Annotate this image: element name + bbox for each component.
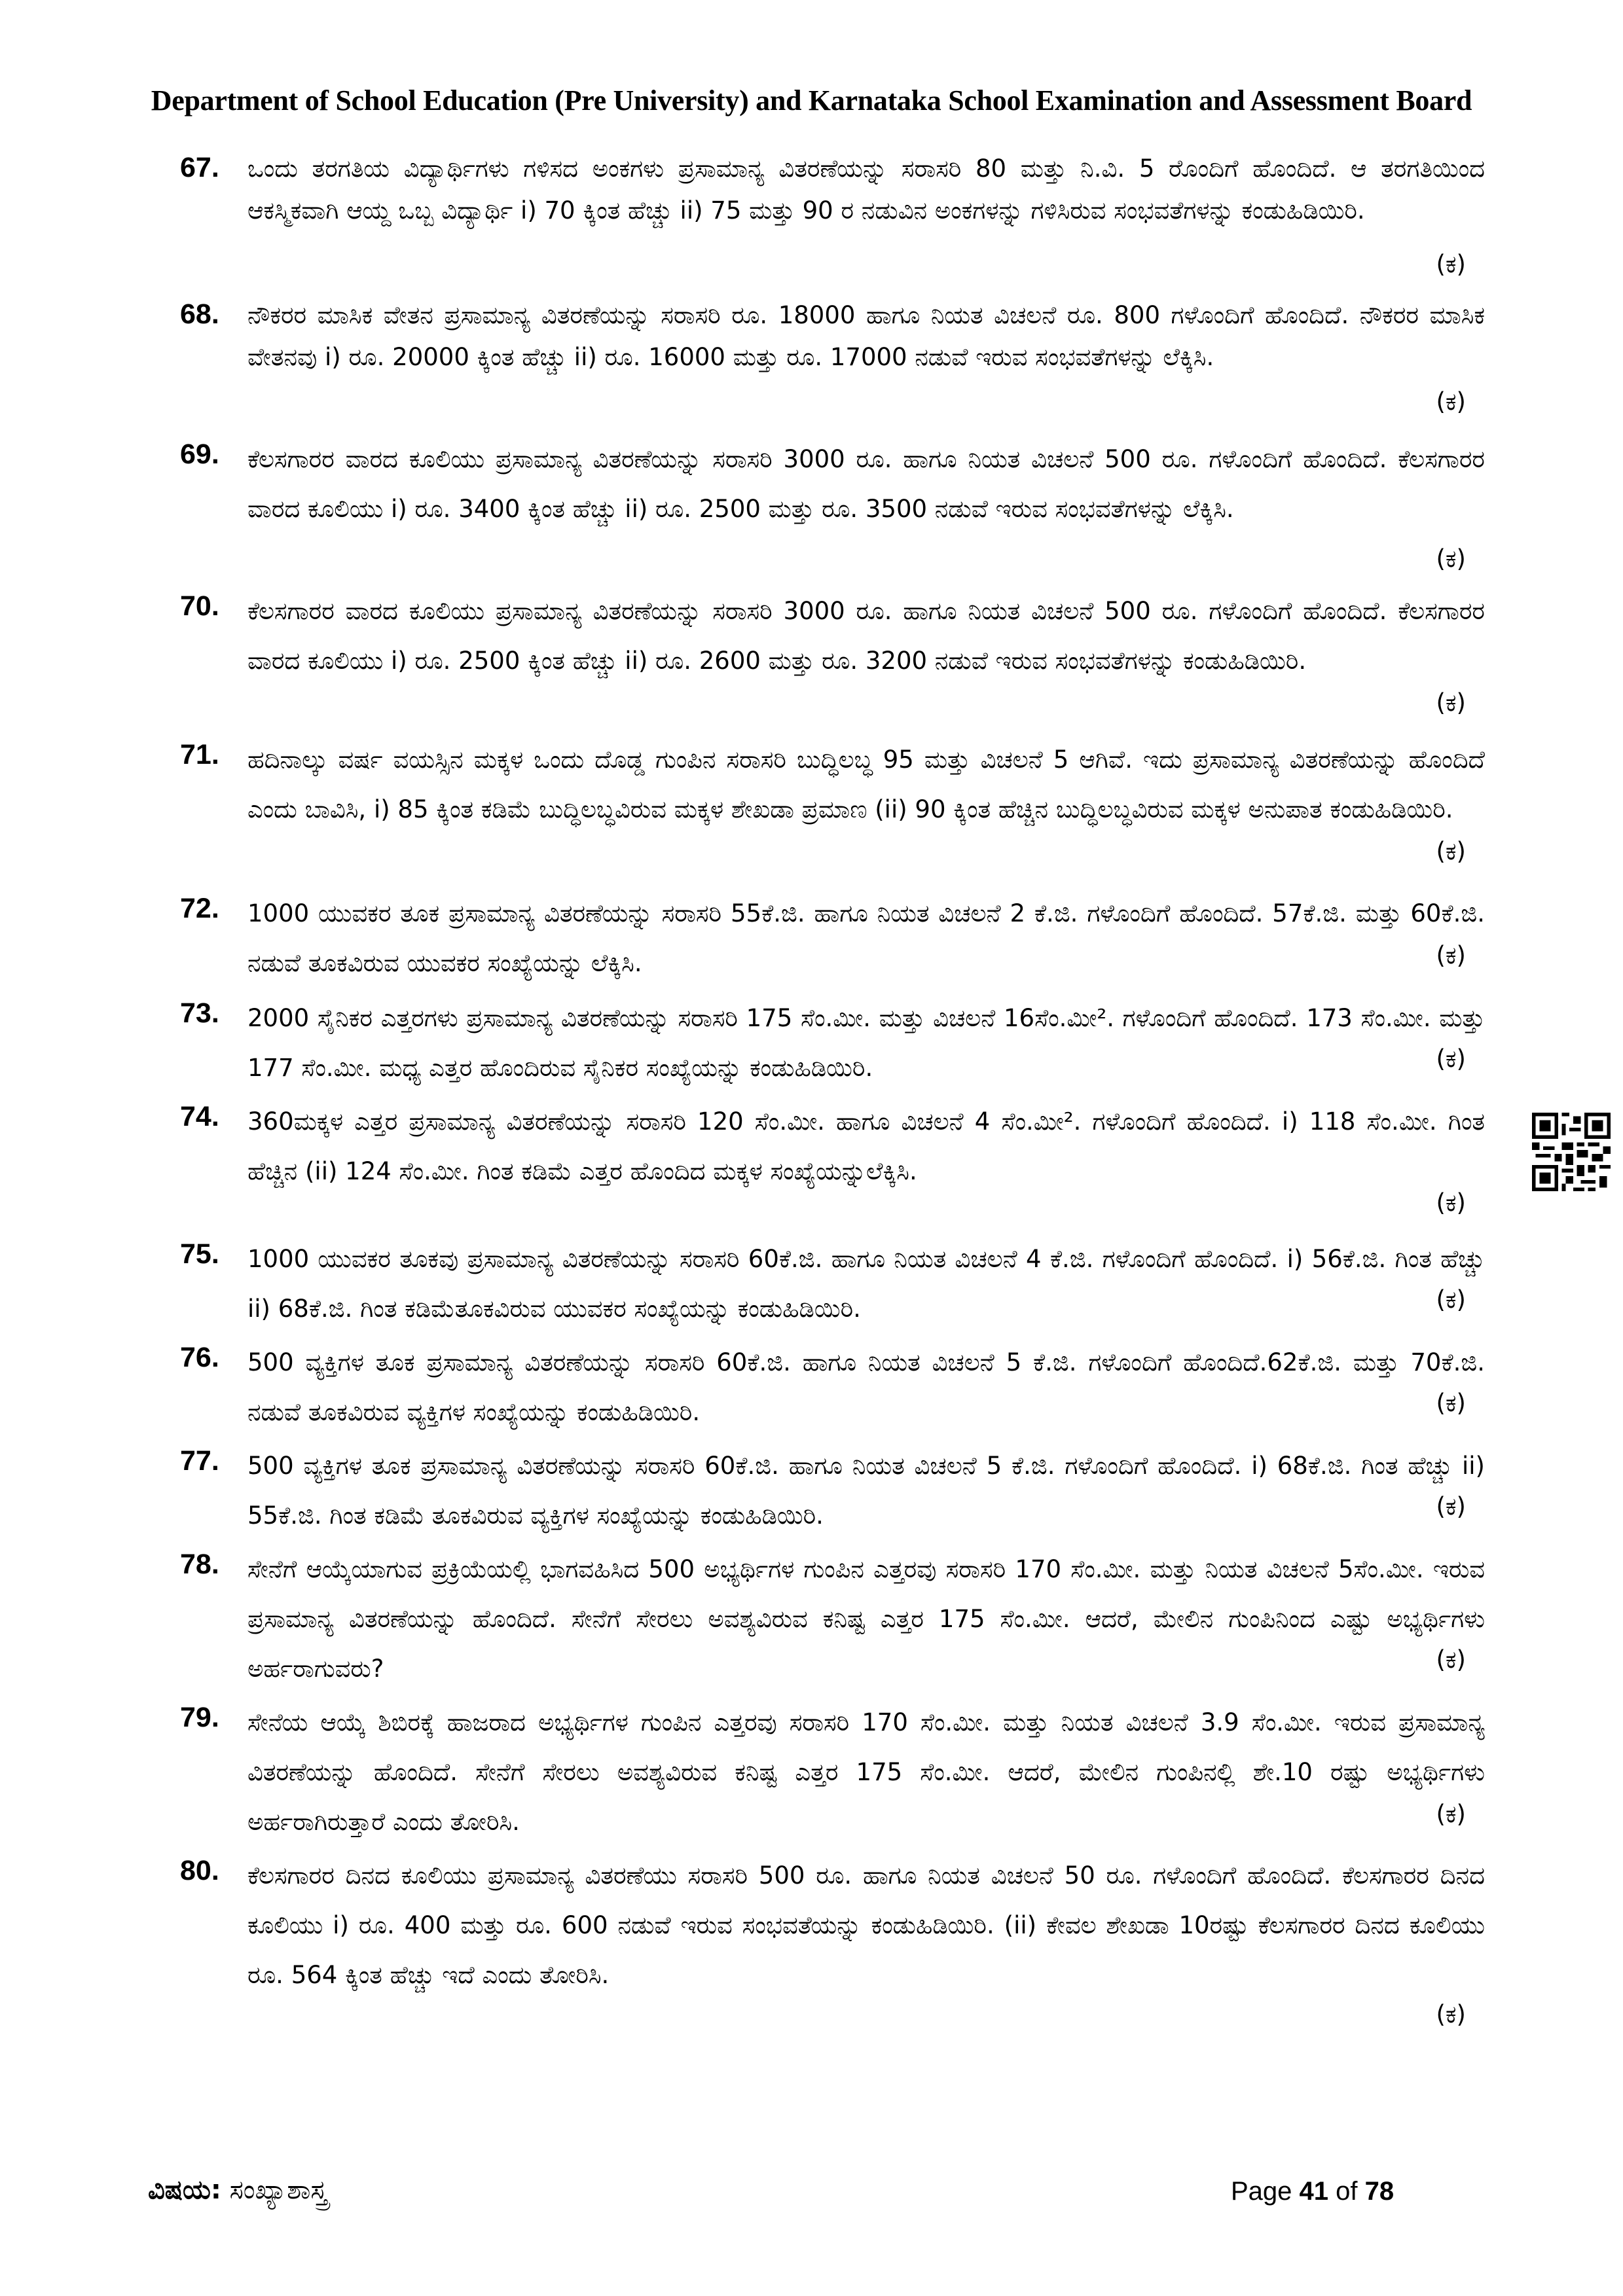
- question-text: 1000 ಯುವಕರ ತೂಕ ಪ್ರಸಾಮಾನ್ಯ ವಿತರಣೆಯನ್ನು ಸರಾಸರಿ 55ಕೆ.ಜಿ. ಹಾಗೂ ನಿಯತ ವಿಚಲನೆ 2 ಕೆ.ಜಿ. ಗಳೊಂದಿಗೆ ಹೊಂದಿದೆ. 57ಕೆ.ಜಿ. ಮತ್ತು 60ಕೆ.ಜಿ. ನಡುವೆ ತೂಕವಿರುವ ಯುವಕರ ಸಂಖ್ಯೆಯನ್ನು ಲೆಕ್ಕಿಸಿ.: [247, 899, 1485, 977]
- subject-value: ಸಂಖ್ಯಾಶಾಸ್ತ್ರ: [229, 2175, 328, 2205]
- marks-label: (ಕ): [1436, 387, 1466, 416]
- question-number: 69.: [180, 439, 219, 470]
- question-text: 2000 ಸೈನಿಕರ ಎತ್ತರಗಳು ಪ್ರಸಾಮಾನ್ಯ ವಿತರಣೆಯನ್ನು ಸರಾಸರಿ 175 ಸೆಂ.ಮೀ. ಮತ್ತು ವಿಚಲನೆ 16ಸೆಂ.ಮೀ². ಗಳೊಂದಿಗೆ ಹೊಂದಿದೆ. 173 ಸೆಂ.ಮೀ. ಮತ್ತು 177 ಸೆಂ.ಮೀ. ಮಧ್ಯ ಎತ್ತರ ಹೊಂದಿರುವ ಸೈನಿಕರ ಸಂಖ್ಯೆಯನ್ನು ಕಂಡುಹಿಡಿಯಿರಿ.: [247, 1004, 1485, 1082]
- question-number: 77.: [180, 1445, 219, 1477]
- question-text: 1000 ಯುವಕರ ತೂಕವು ಪ್ರಸಾಮಾನ್ಯ ವಿತರಣೆಯನ್ನು ಸರಾಸರಿ 60ಕೆ.ಜಿ. ಹಾಗೂ ನಿಯತ ವಿಚಲನೆ 4 ಕೆ.ಜಿ. ಗಳೊಂದಿಗೆ ಹೊಂದಿದೆ. i) 56ಕೆ.ಜಿ. ಗಿಂತ ಹೆಚ್ಚು ii) 68ಕೆ.ಜಿ. ಗಿಂತ ಕಡಿಮೆತೂಕವಿರುವ ಯುವಕರ ಸಂಖ್ಯೆಯನ್ನು ಕಂಡುಹಿಡಿಯಿರಿ.: [247, 1245, 1485, 1323]
- question-number: 68.: [180, 298, 219, 330]
- question-number: 79.: [180, 1702, 219, 1733]
- page-prefix: Page: [1231, 2177, 1292, 2206]
- marks-label: (ಕ): [1436, 1645, 1466, 1674]
- question-number: 76.: [180, 1342, 219, 1373]
- question-text: 500 ವ್ಯಕ್ತಿಗಳ ತೂಕ ಪ್ರಸಾಮಾನ್ಯ ವಿತರಣೆಯನ್ನು ಸರಾಸರಿ 60ಕೆ.ಜಿ. ಹಾಗೂ ನಿಯತ ವಿಚಲನೆ 5 ಕೆ.ಜಿ. ಗಳೊಂದಿಗೆ ಹೊಂದಿದೆ. i) 68ಕೆ.ಜಿ. ಗಿಂತ ಹೆಚ್ಚು ii) 55ಕೆ.ಜಿ. ಗಿಂತ ಕಡಿಮೆ ತೂಕವಿರುವ ವ್ಯಕ್ತಿಗಳ ಸಂಖ್ಯೆಯನ್ನು ಕಂಡುಹಿಡಿಯಿರಿ.: [247, 1452, 1485, 1530]
- page-current: 41: [1299, 2177, 1329, 2206]
- marks-label: (ಕ): [1436, 1045, 1466, 1073]
- question-text: ಕೆಲಸಗಾರರ ವಾರದ ಕೂಲಿಯು ಪ್ರಸಾಮಾನ್ಯ ವಿತರಣೆಯನ್ನು ಸರಾಸರಿ 3000 ರೂ. ಹಾಗೂ ನಿಯತ ವಿಚಲನೆ 500 ರೂ. ಗಳೊಂದಿಗೆ ಹೊಂದಿದೆ. ಕೆಲಸಗಾರರ ವಾರದ ಕೂಲಿಯು i) ರೂ. 3400 ಕ್ಕಿಂತ ಹೆಚ್ಚು ii) ರೂ. 2500 ಮತ್ತು ರೂ. 3500 ನಡುವೆ ಇರುವ ಸಂಭವತೆಗಳನ್ನು ಲೆಕ್ಕಿಸಿ.: [247, 445, 1485, 523]
- subject-footer: [148, 2175, 327, 2205]
- page-number: [1231, 2177, 1394, 2206]
- page-header: Department of School Education (Pre University) and Karnataka School Examination and Assessment Board: [151, 84, 1472, 117]
- question-number: 78.: [180, 1549, 219, 1580]
- question-text: ಸೇನೆಗೆ ಆಯ್ಕೆಯಾಗುವ ಪ್ರಕ್ರಿಯೆಯಲ್ಲಿ ಭಾಗವಹಿಸಿದ 500 ಅಭ್ಯರ್ಥಿಗಳ ಗುಂಪಿನ ಎತ್ತರವು ಸರಾಸರಿ 170 ಸೆಂ.ಮೀ. ಮತ್ತು ನಿಯತ ವಿಚಲನೆ 5ಸೆಂ.ಮೀ. ಇರುವ ಪ್ರಸಾಮಾನ್ಯ ವಿತರಣೆಯನ್ನು ಹೊಂದಿದೆ. ಸೇನೆಗೆ ಸೇರಲು ಅವಶ್ಯವಿರುವ ಕನಿಷ್ಟ ಎತ್ತರ 175 ಸೆಂ.ಮೀ. ಆದರೆ, ಮೇಲಿನ ಗುಂಪಿನಿಂದ ಎಷ್ಟು ಅಭ್ಯರ್ಥಿಗಳು ಅರ್ಹರಾಗುವರು?: [247, 1555, 1485, 1683]
- question-text: 360ಮಕ್ಕಳ ಎತ್ತರ ಪ್ರಸಾಮಾನ್ಯ ವಿತರಣೆಯನ್ನು ಸರಾಸರಿ 120 ಸೆಂ.ಮೀ. ಹಾಗೂ ವಿಚಲನೆ 4 ಸೆಂ.ಮೀ². ಗಳೊಂದಿಗೆ ಹೊಂದಿದೆ. i) 118 ಸೆಂ.ಮೀ. ಗಿಂತ ಹೆಚ್ಚಿನ (ii) 124 ಸೆಂ.ಮೀ. ಗಿಂತ ಕಡಿಮೆ ಎತ್ತರ ಹೊಂದಿದ ಮಕ್ಕಳ ಸಂಖ್ಯೆಯನ್ನುಲೆಕ್ಕಿಸಿ.: [247, 1107, 1485, 1185]
- marks-label: (ಕ): [1436, 2000, 1466, 2028]
- question-number: 70.: [180, 590, 219, 622]
- question-number: 71.: [180, 739, 219, 770]
- marks-label: (ಕ): [1436, 1189, 1466, 1217]
- question-number: 67.: [180, 152, 219, 183]
- marks-label: (ಕ): [1436, 837, 1466, 865]
- marks-label: (ಕ): [1436, 941, 1466, 969]
- marks-label: (ಕ): [1436, 689, 1466, 717]
- page-of: of: [1336, 2177, 1358, 2206]
- marks-label: (ಕ): [1436, 1492, 1466, 1520]
- subject-label: ವಿಷಯ:: [148, 2175, 221, 2205]
- question-number: 74.: [180, 1101, 219, 1132]
- question-number: 75.: [180, 1238, 219, 1270]
- question-text: ಕೆಲಸಗಾರರ ದಿನದ ಕೂಲಿಯು ಪ್ರಸಾಮಾನ್ಯ ವಿತರಣೆಯು ಸರಾಸರಿ 500 ರೂ. ಹಾಗೂ ನಿಯತ ವಿಚಲನೆ 50 ರೂ. ಗಳೊಂದಿಗೆ ಹೊಂದಿದೆ. ಕೆಲಸಗಾರರ ದಿನದ ಕೂಲಿಯು i) ರೂ. 400 ಮತ್ತು ರೂ. 600 ನಡುವೆ ಇರುವ ಸಂಭವತೆಯನ್ನು ಕಂಡುಹಿಡಿಯಿರಿ. (ii) ಕೇವಲ ಶೇಖಡಾ 10ರಷ್ಟು ಕೆಲಸಗಾರರ ದಿನದ ಕೂಲಿಯು ರೂ. 564 ಕ್ಕಿಂತ ಹೆಚ್ಚು ಇದೆ ಎಂದು ತೋರಿಸಿ.: [247, 1861, 1485, 1989]
- marks-label: (ಕ): [1436, 545, 1466, 573]
- question-number: 73.: [180, 997, 219, 1029]
- question-text: ಒಂದು ತರಗತಿಯ ವಿದ್ಯಾರ್ಥಿಗಳು ಗಳಿಸದ ಅಂಕಗಳು ಪ್ರಸಾಮಾನ್ಯ ವಿತರಣೆಯನ್ನು ಸರಾಸರಿ 80 ಮತ್ತು ನಿ.ವಿ. 5 ರೊಂದಿಗೆ ಹೊಂದಿದೆ. ಆ ತರಗತಿಯಿಂದ ಆಕಸ್ಮಿಕವಾಗಿ ಆಯ್ದ ಒಬ್ಬ ವಿದ್ಯಾರ್ಥಿ i) 70 ಕ್ಕಿಂತ ಹೆಚ್ಚು ii) 75 ಮತ್ತು 90 ರ ನಡುವಿನ ಅಂಕಗಳನ್ನು ಗಳಿಸಿರುವ ಸಂಭವತೆಗಳನ್ನು ಕಂಡುಹಿಡಿಯಿರಿ.: [247, 154, 1485, 224]
- page-total: 78: [1364, 2177, 1395, 2206]
- marks-label: (ಕ): [1436, 1800, 1466, 1828]
- qr-code-icon[interactable]: [1532, 1113, 1611, 1191]
- question-number: 72.: [180, 893, 219, 924]
- question-text: ಕೆಲಸಗಾರರ ವಾರದ ಕೂಲಿಯು ಪ್ರಸಾಮಾನ್ಯ ವಿತರಣೆಯನ್ನು ಸರಾಸರಿ 3000 ರೂ. ಹಾಗೂ ನಿಯತ ವಿಚಲನೆ 500 ರೂ. ಗಳೊಂದಿಗೆ ಹೊಂದಿದೆ. ಕೆಲಸಗಾರರ ವಾರದ ಕೂಲಿಯು i) ರೂ. 2500 ಕ್ಕಿಂತ ಹೆಚ್ಚು ii) ರೂ. 2600 ಮತ್ತು ರೂ. 3200 ನಡುವೆ ಇರುವ ಸಂಭವತೆಗಳನ್ನು ಕಂಡುಹಿಡಿಯಿರಿ.: [247, 597, 1485, 675]
- question-text: 500 ವ್ಯಕ್ತಿಗಳ ತೂಕ ಪ್ರಸಾಮಾನ್ಯ ವಿತರಣೆಯನ್ನು ಸರಾಸರಿ 60ಕೆ.ಜಿ. ಹಾಗೂ ನಿಯತ ವಿಚಲನೆ 5 ಕೆ.ಜಿ. ಗಳೊಂದಿಗೆ ಹೊಂದಿದೆ.62ಕೆ.ಜಿ. ಮತ್ತು 70ಕೆ.ಜಿ. ನಡುವೆ ತೂಕವಿರುವ ವ್ಯಕ್ತಿಗಳ ಸಂಖ್ಯೆಯನ್ನು ಕಂಡುಹಿಡಿಯಿರಿ.: [247, 1348, 1485, 1426]
- marks-label: (ಕ): [1436, 1285, 1466, 1314]
- question-text: ನೌಕರರ ಮಾಸಿಕ ವೇತನ ಪ್ರಸಾಮಾನ್ಯ ವಿತರಣೆಯನ್ನು ಸರಾಸರಿ ರೂ. 18000 ಹಾಗೂ ನಿಯತ ವಿಚಲನೆ ರೂ. 800 ಗಳೊಂದಿಗೆ ಹೊಂದಿದೆ. ನೌಕರರ ಮಾಸಿಕ ವೇತನವು i) ರೂ. 20000 ಕ್ಕಿಂತ ಹೆಚ್ಚು ii) ರೂ. 16000 ಮತ್ತು ರೂ. 17000 ನಡುವೆ ಇರುವ ಸಂಭವತೆಗಳನ್ನು ಲೆಕ್ಕಿಸಿ.: [247, 301, 1485, 371]
- marks-label: (ಕ): [1436, 250, 1466, 278]
- question-text: ಸೇನೆಯ ಆಯ್ಕೆ ಶಿಬಿರಕ್ಕೆ ಹಾಜರಾದ ಅಭ್ಯರ್ಥಿಗಳ ಗುಂಪಿನ ಎತ್ತರವು ಸರಾಸರಿ 170 ಸೆಂ.ಮೀ. ಮತ್ತು ನಿಯತ ವಿಚಲನೆ 3.9 ಸೆಂ.ಮೀ. ಇರುವ ಪ್ರಸಾಮಾನ್ಯ ವಿತರಣೆಯನ್ನು ಹೊಂದಿದೆ. ಸೇನೆಗೆ ಸೇರಲು ಅವಶ್ಯವಿರುವ ಕನಿಷ್ಟ ಎತ್ತರ 175 ಸೆಂ.ಮೀ. ಆದರೆ, ಮೇಲಿನ ಗುಂಪಿನಲ್ಲಿ ಶೇ.10 ರಷ್ಟು ಅಭ್ಯರ್ಥಿಗಳು ಅರ್ಹರಾಗಿರುತ್ತಾರೆ ಎಂದು ತೋರಿಸಿ.: [247, 1708, 1485, 1836]
- question-number: 80.: [180, 1855, 219, 1886]
- question-text: ಹದಿನಾಲ್ಕು ವರ್ಷ ವಯಸ್ಸಿನ ಮಕ್ಕಳ ಒಂದು ದೊಡ್ಡ ಗುಂಪಿನ ಸರಾಸರಿ ಬುದ್ಧಿಲಬ್ಧ 95 ಮತ್ತು ವಿಚಲನೆ 5 ಆಗಿವೆ. ಇದು ಪ್ರಸಾಮಾನ್ಯ ವಿತರಣೆಯನ್ನು ಹೊಂದಿದೆ ಎಂದು ಬಾವಿಸಿ, i) 85 ಕ್ಕಿಂತ ಕಡಿಮೆ ಬುದ್ಧಿಲಬ್ಧವಿರುವ ಮಕ್ಕಳ ಶೇಖಡಾ ಪ್ರಮಾಣ (ii) 90 ಕ್ಕಿಂತ ಹೆಚ್ಚಿನ ಬುದ್ಧಿಲಬ್ಧವಿರುವ ಮಕ್ಕಳ ಅನುಪಾತ ಕಂಡುಹಿಡಿಯಿರಿ.: [247, 745, 1485, 823]
- marks-label: (ಕ): [1436, 1389, 1466, 1417]
